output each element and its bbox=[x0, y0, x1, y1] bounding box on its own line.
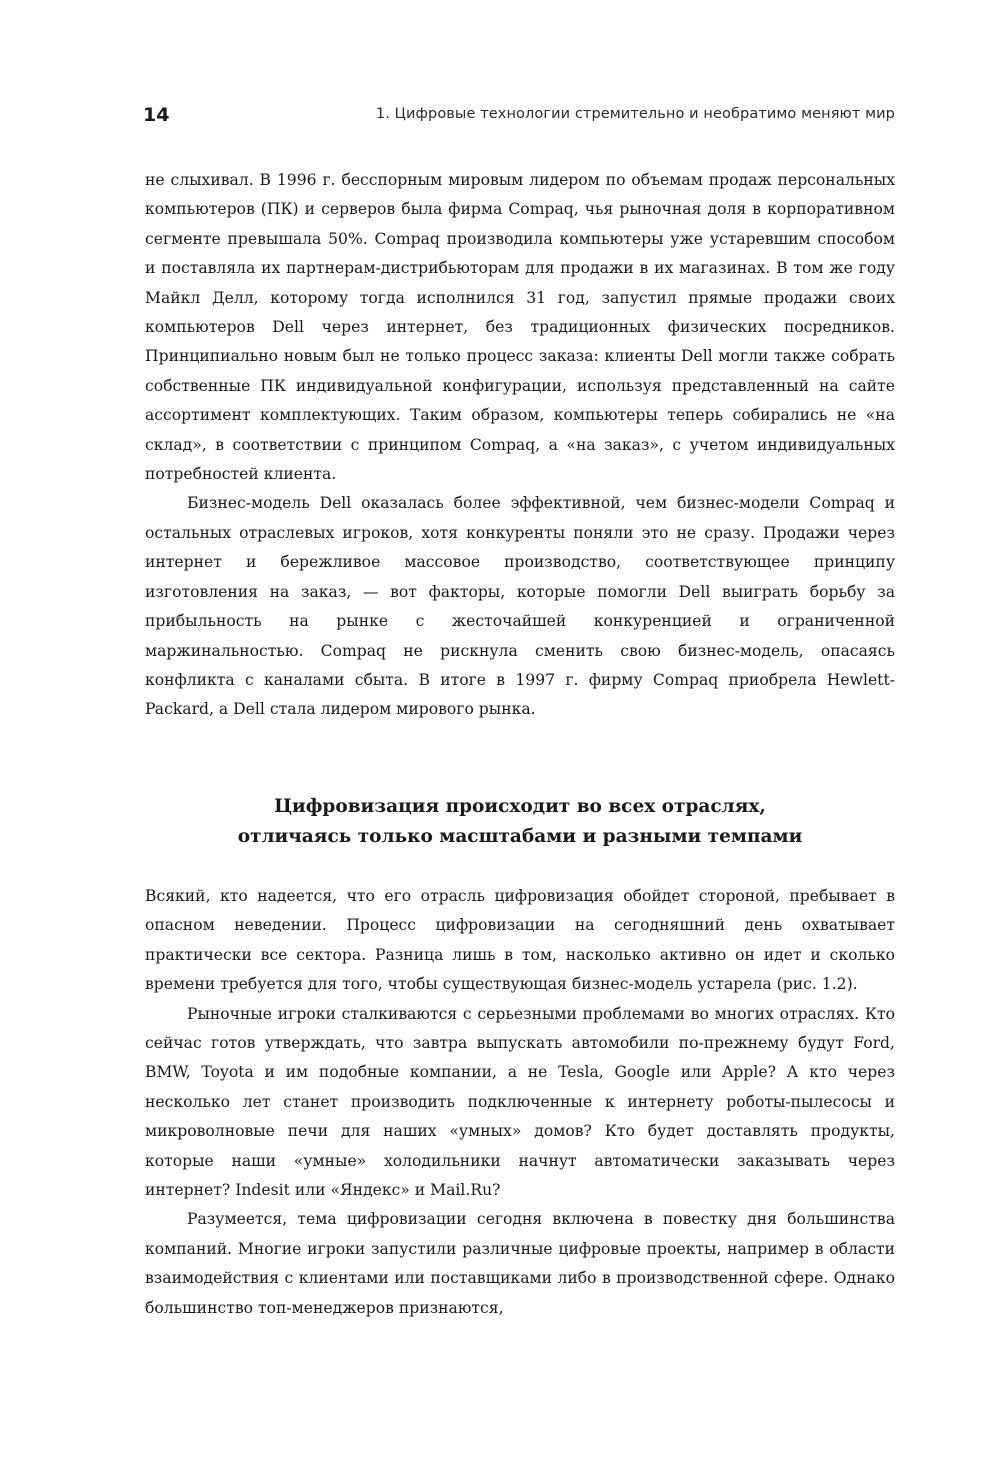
body-text-bottom bbox=[145, 882, 895, 1323]
body-text-top bbox=[145, 166, 895, 725]
paragraph: Всякий, кто надеется, что его отрасль цифровизация обойдет стороной, пребывает в опасном неведении. Процесс цифровизации на сегодняшний день охватывает практически все сектора. Разница лишь в том, насколько активно он идет и сколько времени требуется для того, чтобы существующая бизнес-модель устарела (рис. 1.2). bbox=[145, 887, 895, 994]
paragraph: не слыхивал. В 1996 г. бесспорным мировым лидером по объемам продаж персональных компьютеров (ПК) и серверов была фирма Compaq, чья рыночная доля в корпоративном сегменте превышала 50%. Compaq производила компьютеры уже устаревшим способом и поставляла их партнерам-дистрибьюторам для продажи в их магазинах. В том же году Майкл Делл, которому тогда исполнился 31 год, запустил прямые продажи своих компьютеров Dell через интернет, без традиционных физических посредников. Принципиально новым был не только процесс заказа: клиенты Dell могли также собрать собственные ПК индивидуальной конфигурации, используя представленный на сайте ассортимент комплектующих. Таким образом, компьютеры теперь собирались не «на склад», в соответствии с принципом Compaq, а «на заказ», с учетом индивидуальных потребностей клиента. bbox=[145, 171, 895, 484]
section-heading-line: Цифровизация происходит во всех отраслях, bbox=[274, 796, 766, 817]
page-number: 14 bbox=[143, 104, 170, 126]
chapter-title: 1. Цифровые технологии стремительно и необратимо меняют мир bbox=[375, 106, 895, 122]
paragraph: Разумеется, тема цифровизации сегодня включена в повестку дня большинства компаний. Многие игроки запустили различные цифровые проекты, например в области взаимодействия с клиентами или поставщиками либо в производственной сфере. Однако большинство топ-менеджеров признаются, bbox=[145, 1210, 895, 1317]
running-header bbox=[143, 104, 895, 130]
section-heading-line: отличаясь только масштабами и разными темпами bbox=[237, 826, 803, 847]
paragraph: Бизнес-модель Dell оказалась более эффективной, чем бизнес-модели Compaq и остальных отраслевых игроков, хотя конкуренты поняли это не сразу. Продажи через интернет и бережливое массовое производство, соответствующее принципу изготовления на заказ, — вот факторы, которые помогли Dell выиграть борьбу за прибыльность на рынке с жесточайшей конкуренцией и ограниченной маржинальностью. Compaq не рискнула сменить свою бизнес-модель, опасаясь конфликта с каналами сбыта. В итоге в 1997 г. фирму Compaq приобрела Hewlett-Packard, а Dell стала лидером мирового рынка. bbox=[145, 494, 895, 719]
section-heading bbox=[145, 792, 895, 852]
paragraph: Рыночные игроки сталкиваются с серьезными проблемами во многих отраслях. Кто сейчас готов утверждать, что завтра выпускать автомобили по-прежнему будут Ford, BMW, Toyota и им подобные компании, а не Tesla, Google или Apple? А кто через несколько лет станет производить подключенные к интернету роботы-пылесосы и микроволновые печи для наших «умных» домов? Кто будет доставлять продукты, которые наши «умные» холодильники начнут автоматически заказывать через интернет? Indesit или «Яндекс» и Mail.Ru? bbox=[145, 1004, 895, 1200]
